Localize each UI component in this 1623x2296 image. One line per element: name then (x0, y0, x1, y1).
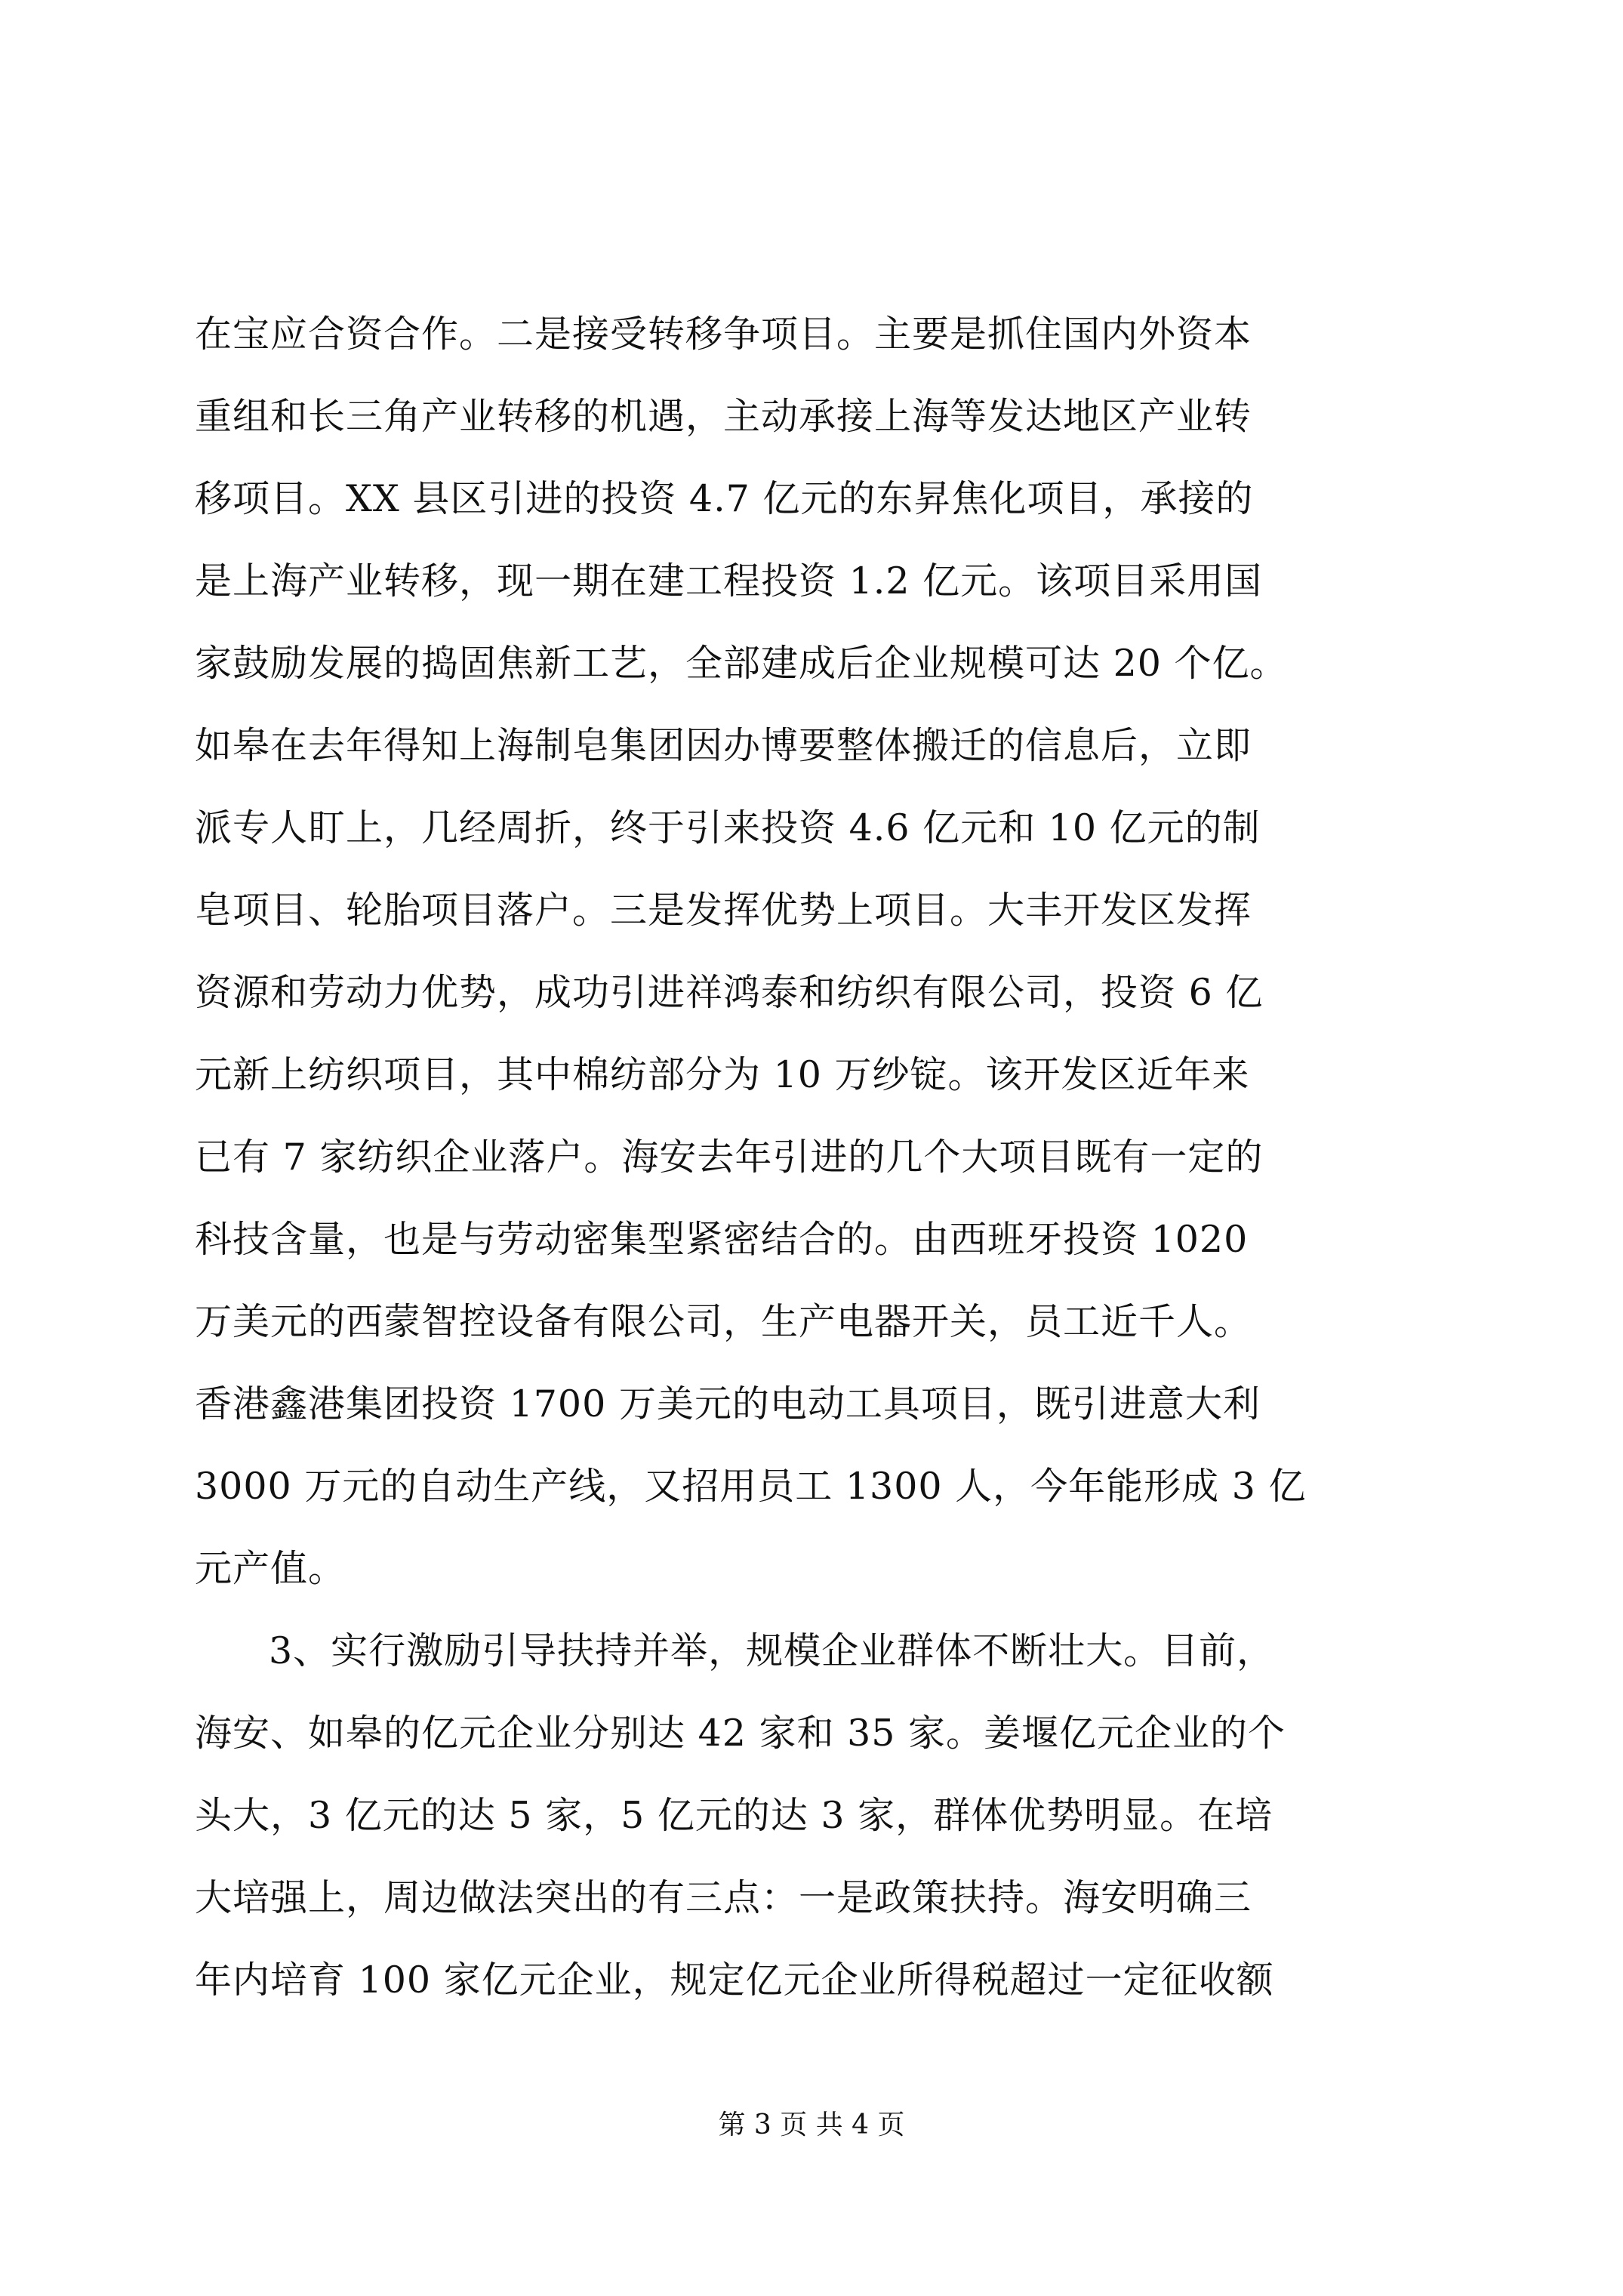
section-heading-line: 3、实行激励引导扶持并举，规模企业群体不断壮大。目前， (269, 1629, 1275, 1672)
text-line: 年内培育 100 家亿元企业，规定亿元企业所得税超过一定征收额 (195, 1959, 1274, 2002)
text-line: 已有 7 家纺织企业落户。海安去年引进的几个大项目既有一定的 (195, 1136, 1264, 1179)
text-line: 在宝应合资合作。二是接受转移争项目。主要是抓住国内外资本 (195, 313, 1252, 356)
text-line: 是上海产业转移，现一期在建工程投资 1.2 亿元。该项目采用国 (195, 559, 1263, 603)
text-line: 海安、如皋的亿元企业分别达 42 家和 35 家。姜堰亿元企业的个 (195, 1712, 1286, 1755)
text-line: 移项目。XX 县区引进的投资 4.7 亿元的东昇焦化项目，承接的 (195, 477, 1254, 520)
text-line: 资源和劳动力优势，成功引进祥鸿泰和纺织有限公司，投资 6 亿 (195, 971, 1264, 1014)
text-line: 头大，3 亿元的达 5 家，5 亿元的达 3 家，群体优势明显。在培 (195, 1794, 1273, 1837)
text-line: 万美元的西蒙智控设备有限公司，生产电器开关，员工近千人。 (195, 1300, 1252, 1343)
text-line: 元产值。 (195, 1547, 346, 1590)
text-line: 科技含量，也是与劳动密集型紧密结合的。由西班牙投资 1020 (195, 1218, 1249, 1261)
text-line: 元新上纺织项目，其中棉纺部分为 10 万纱锭。该开发区近年来 (195, 1053, 1250, 1096)
text-line: 重组和长三角产业转移的机遇，主动承接上海等发达地区产业转 (195, 395, 1252, 438)
text-line: 派专人盯上，几经周折，终于引来投资 4.6 亿元和 10 亿元的制 (195, 806, 1261, 849)
text-line: 皂项目、轮胎项目落户。三是发挥优势上项目。大丰开发区发挥 (195, 889, 1252, 932)
text-line: 大培强上，周边做法突出的有三点：一是政策扶持。海安明确三 (195, 1876, 1252, 1919)
text-line: 3000 万元的自动生产线，又招用员工 1300 人，今年能形成 3 亿 (195, 1465, 1307, 1508)
page-number-footer: 第 3 页 共 4 页 (718, 2110, 905, 2140)
text-line: 香港鑫港集团投资 1700 万美元的电动工具项目，既引进意大利 (195, 1382, 1261, 1425)
text-line: 家鼓励发展的捣固焦新工艺，全部建成后企业规模可达 20 个亿。 (195, 642, 1288, 685)
body-text (195, 293, 1433, 2021)
text-line: 如皋在去年得知上海制皂集团因办博要整体搬迁的信息后，立即 (195, 724, 1252, 767)
